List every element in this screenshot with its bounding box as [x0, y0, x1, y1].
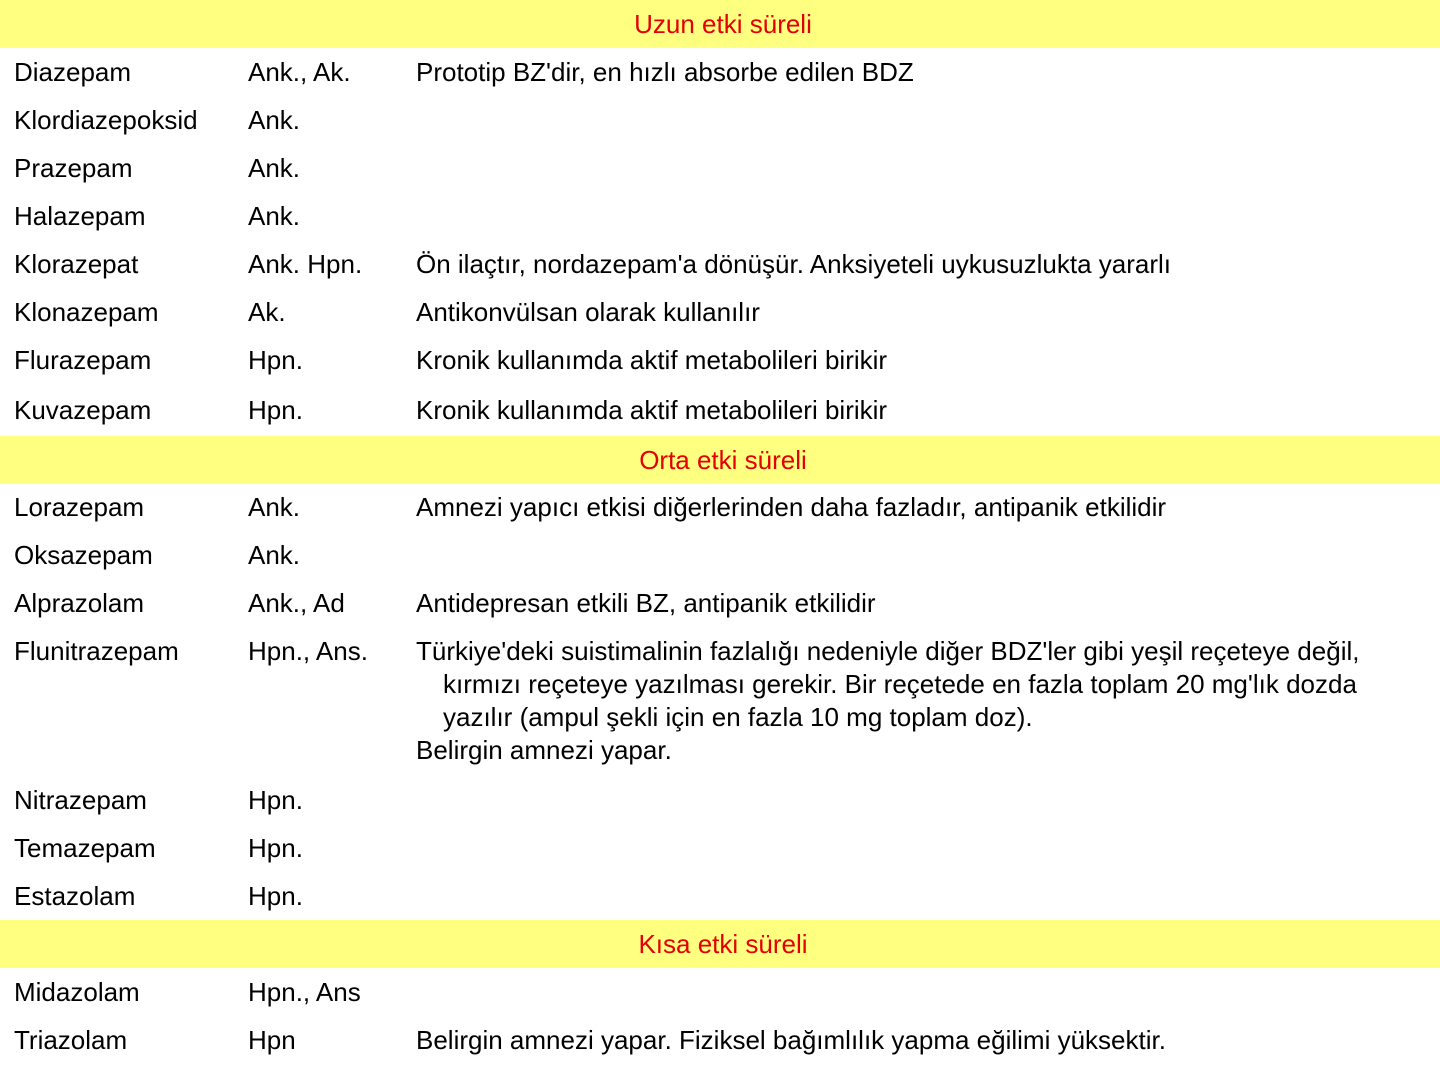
drug-use: Hpn., Ans	[248, 977, 361, 1007]
drug-name: Oksazepam	[14, 540, 153, 570]
drug-name: Midazolam	[14, 977, 140, 1007]
drug-use: Hpn.	[248, 345, 303, 375]
drug-use: Hpn	[248, 1025, 296, 1055]
drug-use: Ak.	[248, 297, 286, 327]
drug-name: Estazolam	[14, 881, 136, 911]
drug-note	[416, 394, 1436, 427]
note-line: Amnezi yapıcı etkisi diğerlerinden daha fazladır, antipanik etkilidir	[416, 492, 1167, 522]
drug-name: Halazepam	[14, 201, 146, 231]
drug-use: Ank.	[248, 540, 301, 570]
drug-use: Ank.	[248, 153, 301, 183]
drug-name: Flurazepam	[14, 345, 152, 375]
drug-name: Triazolam	[14, 1025, 128, 1055]
drug-use: Ank.	[248, 492, 301, 522]
note-line: Ön ilaçtır, nordazepam'a dönüşür. Anksiyeteli uykusuzlukta yararlı	[416, 249, 1172, 279]
note-line: Prototip BZ'dir, en hızlı absorbe edilen BDZ	[416, 57, 914, 87]
drug-note	[416, 344, 1436, 377]
drug-name: Lorazepam	[14, 492, 145, 522]
note-line: Belirgin amnezi yapar.	[416, 735, 672, 765]
drug-name: Flunitrazepam	[14, 636, 179, 666]
drug-note	[416, 296, 1436, 329]
drug-note	[416, 248, 1436, 281]
drug-note	[416, 635, 1436, 767]
drug-name: Alprazolam	[14, 588, 145, 618]
note-line: Türkiye'deki suistimalinin fazlalığı nedeniyle diğer BDZ'ler gibi yeşil reçeteye değil,	[416, 636, 1360, 666]
drug-name: Diazepam	[14, 57, 132, 87]
drug-name: Klorazepat	[14, 249, 139, 279]
drug-name: Klonazepam	[14, 297, 159, 327]
drug-use: Ank.	[248, 105, 301, 135]
section-title: Orta etki süreli	[639, 445, 807, 475]
drug-name: Temazepam	[14, 833, 156, 863]
drug-use: Ank. Hpn.	[248, 249, 363, 279]
drug-use: Hpn.	[248, 785, 303, 815]
section-header-medium	[0, 436, 1440, 485]
section-header-long	[0, 0, 1440, 49]
drug-note	[416, 491, 1436, 524]
drug-use: Hpn.	[248, 395, 303, 425]
drug-use: Ank., Ad	[248, 588, 345, 618]
drug-use: Hpn.	[248, 881, 303, 911]
drug-note	[416, 56, 1436, 89]
drug-use: Hpn.	[248, 833, 303, 863]
drug-name: Nitrazepam	[14, 785, 147, 815]
section-title: Uzun etki süreli	[634, 9, 812, 39]
drug-note	[416, 1024, 1436, 1057]
drug-use: Hpn., Ans.	[248, 636, 368, 666]
drug-name: Klordiazepoksid	[14, 105, 198, 135]
note-line: kırmızı reçeteye yazılması gerekir. Bir reçetede en fazla toplam 20 mg'lık dozda	[443, 669, 1357, 699]
drug-name: Prazepam	[14, 153, 133, 183]
note-line: Belirgin amnezi yapar. Fiziksel bağımlılık yapma eğilimi yüksektir.	[416, 1025, 1166, 1055]
drug-use: Ank.	[248, 201, 301, 231]
note-line: Antikonvülsan olarak kullanılır	[416, 297, 760, 327]
drug-use: Ank., Ak.	[248, 57, 351, 87]
section-header-short	[0, 920, 1440, 969]
drug-name: Kuvazepam	[14, 395, 152, 425]
section-title: Kısa etki süreli	[638, 929, 808, 959]
note-line: Antidepresan etkili BZ, antipanik etkilidir	[416, 588, 876, 618]
note-line: Kronik kullanımda aktif metabolileri birikir	[416, 345, 888, 375]
note-line: yazılır (ampul şekli için en fazla 10 mg toplam doz).	[443, 702, 1033, 732]
drug-note	[416, 587, 1436, 620]
note-line: Kronik kullanımda aktif metabolileri birikir	[416, 395, 888, 425]
